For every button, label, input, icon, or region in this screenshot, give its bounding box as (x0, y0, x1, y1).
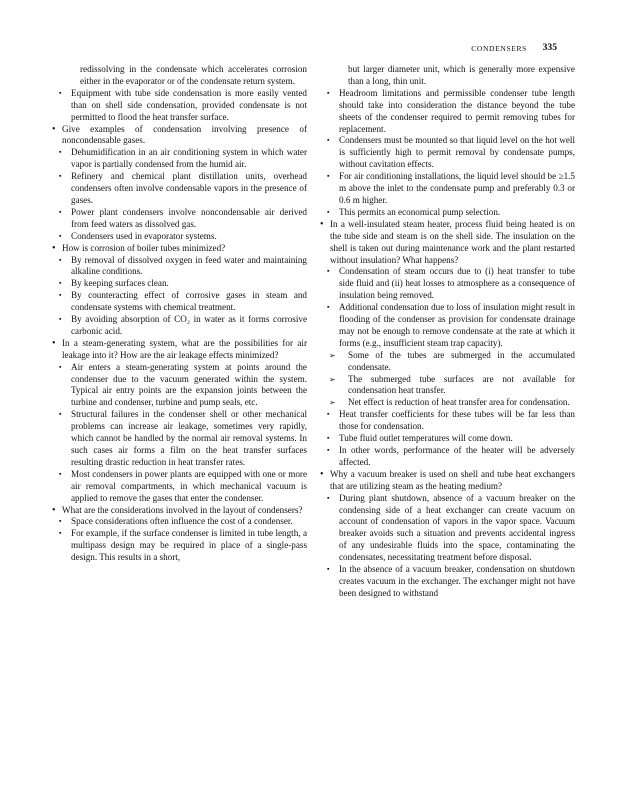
question-item: • In a well-insulated steam heater, process fluid being heated is on the tube side and steam is on the shell side. The insulation on the shell is taken out during maintenance work and the plant restarted without insulation? What happens? (320, 219, 575, 267)
bullet-item: ▪ Heat transfer coefficients for these tubes will be far less than those for condensation. (320, 409, 575, 433)
sub-bullet-item: ➢ The submerged tube surfaces are not available for condensation heat transfer. (320, 374, 575, 398)
bullet-item: ▪ This permits an economical pump selection. (320, 207, 575, 219)
question-item: • Give examples of condensation involving presence of noncondensable gases. (52, 124, 307, 148)
question-item: • How is corrosion of boiler tubes minimized? (52, 243, 307, 255)
bullet-item: ▪ By removal of dissolved oxygen in feed water and maintaining alkaline conditions. (52, 255, 307, 279)
left-column (52, 64, 307, 564)
sub-bullet-item: ➢ Some of the tubes are submerged in the accumulated condensate. (320, 350, 575, 374)
bullet-item: ▪ Dehumidification in an air conditioning system in which water vapor is partially condensed from the humid air. (52, 147, 307, 171)
bullet-item: ▪ Space considerations often influence the cost of a condenser. (52, 516, 307, 528)
bullet-item: ▪ By keeping surfaces clean. (52, 278, 307, 290)
bullet-item: ▪ Most condensers in power plants are equipped with one or more air removal compartments, in which mechanical vacuum is applied to remove the gases that enter the condenser. (52, 469, 307, 505)
bullet-item: ▪ In other words, performance of the heater will be adversely affected. (320, 445, 575, 469)
page-number: 335 (542, 42, 557, 53)
bullet-item: ▪ Equipment with tube side condensation is more easily vented than on shell side condensation, provided condensate is not permitted to flood the heat transfer surface. (52, 88, 307, 124)
bullet-item: ▪ Structural failures in the condenser shell or other mechanical problems can increase air leakage, sometimes very rapidly, which cannot be handled by the normal air removal systems. In such cases air forms a film on the heat transfer surfaces resulting drastic reduction in heat transfer rates. (52, 409, 307, 469)
bullet-item: ▪ Refinery and chemical plant distillation units, overhead condensers often involve condensable vapors in the presence of gases. (52, 171, 307, 207)
bullet-item: ▪ By avoiding absorption of CO₂ in water as it forms corrosive carbonic acid. (52, 314, 307, 338)
bullet-item: ▪ Tube fluid outlet temperatures will come down. (320, 433, 575, 445)
running-title: CONDENSERS (471, 44, 527, 53)
question-item: • Why a vacuum breaker is used on shell and tube heat exchangers that are utilizing steam as the heating medium? (320, 469, 575, 493)
bullet-item: ▪ Air enters a steam-generating system at points around the condenser due to the vacuum generated within the system. Typical air entry points are the expansion joints between the turbine and condenser, turbine and pump seals, etc. (52, 362, 307, 410)
continued-paragraph: but larger diameter unit, which is generally more expensive than a long, thin unit. (348, 64, 575, 86)
bullet-item: ▪ For example, if the surface condenser is limited in tube length, a multipass design may be required in place of a single-pass design. This results in a short, (52, 528, 307, 564)
bullet-item: ▪ Additional condensation due to loss of insulation might result in flooding of the condenser as provision for condensate drainage may not be enough to remove condensate at the rate at which it forms (e.g., insufficient steam trap capacity). (320, 302, 575, 350)
sub-bullet-item: ➢ Net effect is reduction of heat transfer area for condensation. (320, 397, 575, 409)
bullet-item: ▪ Condensation of steam occurs due to (i) heat transfer to tube side fluid and (ii) heat losses to atmosphere as a consequence of insulation being removed. (320, 266, 575, 302)
bullet-item: ▪ By counteracting effect of corrosive gases in steam and condensate systems with chemical treatment. (52, 290, 307, 314)
bullet-item: ▪ Condensers must be mounted so that liquid level on the hot well is sufficiently high to permit removal by condensate pumps, without cavitation effects. (320, 135, 575, 171)
bullet-item: ▪ During plant shutdown, absence of a vacuum breaker on the condensing side of a heat exchanger can create vacuum on account of condensation of vapors in the vapor space. Vacuum breaker avoids such a situation and prevents accidental ingress of any undesirable fluids into the space, contaminating the condensates, necessitating treatment before disposal. (320, 493, 575, 564)
bullet-item: ▪ Condensers used in evaporator systems. (52, 231, 307, 243)
bullet-item: ▪ Power plant condensers involve noncondensable air derived from feed waters as dissolved gas. (52, 207, 307, 231)
bullet-item: ▪ For air conditioning installations, the liquid level should be ≥1.5 m above the inlet to the condensate pump and preferably 0.3 or 0.6 m higher. (320, 171, 575, 207)
question-item: • In a steam-generating system, what are the possibilities for air leakage into it? How are the air leakage effects minimized? (52, 338, 307, 362)
page-header (0, 42, 617, 58)
bullet-item: ▪ In the absence of a vacuum breaker, condensation on shutdown creates vacuum in the exchanger. The exchanger might not have been designed to withstand (320, 564, 575, 600)
bullet-item: ▪ Headroom limitations and permissible condenser tube length should take into consideration the distance beyond the tube sheets of the condenser required to permit removing tubes for replacement. (320, 88, 575, 136)
continued-paragraph: redissolving in the condensate which accelerates corrosion either in the evaporator or of the condensate return system. (80, 64, 307, 86)
question-item: • What are the considerations involved in the layout of condensers? (52, 505, 307, 517)
right-column (320, 64, 575, 600)
